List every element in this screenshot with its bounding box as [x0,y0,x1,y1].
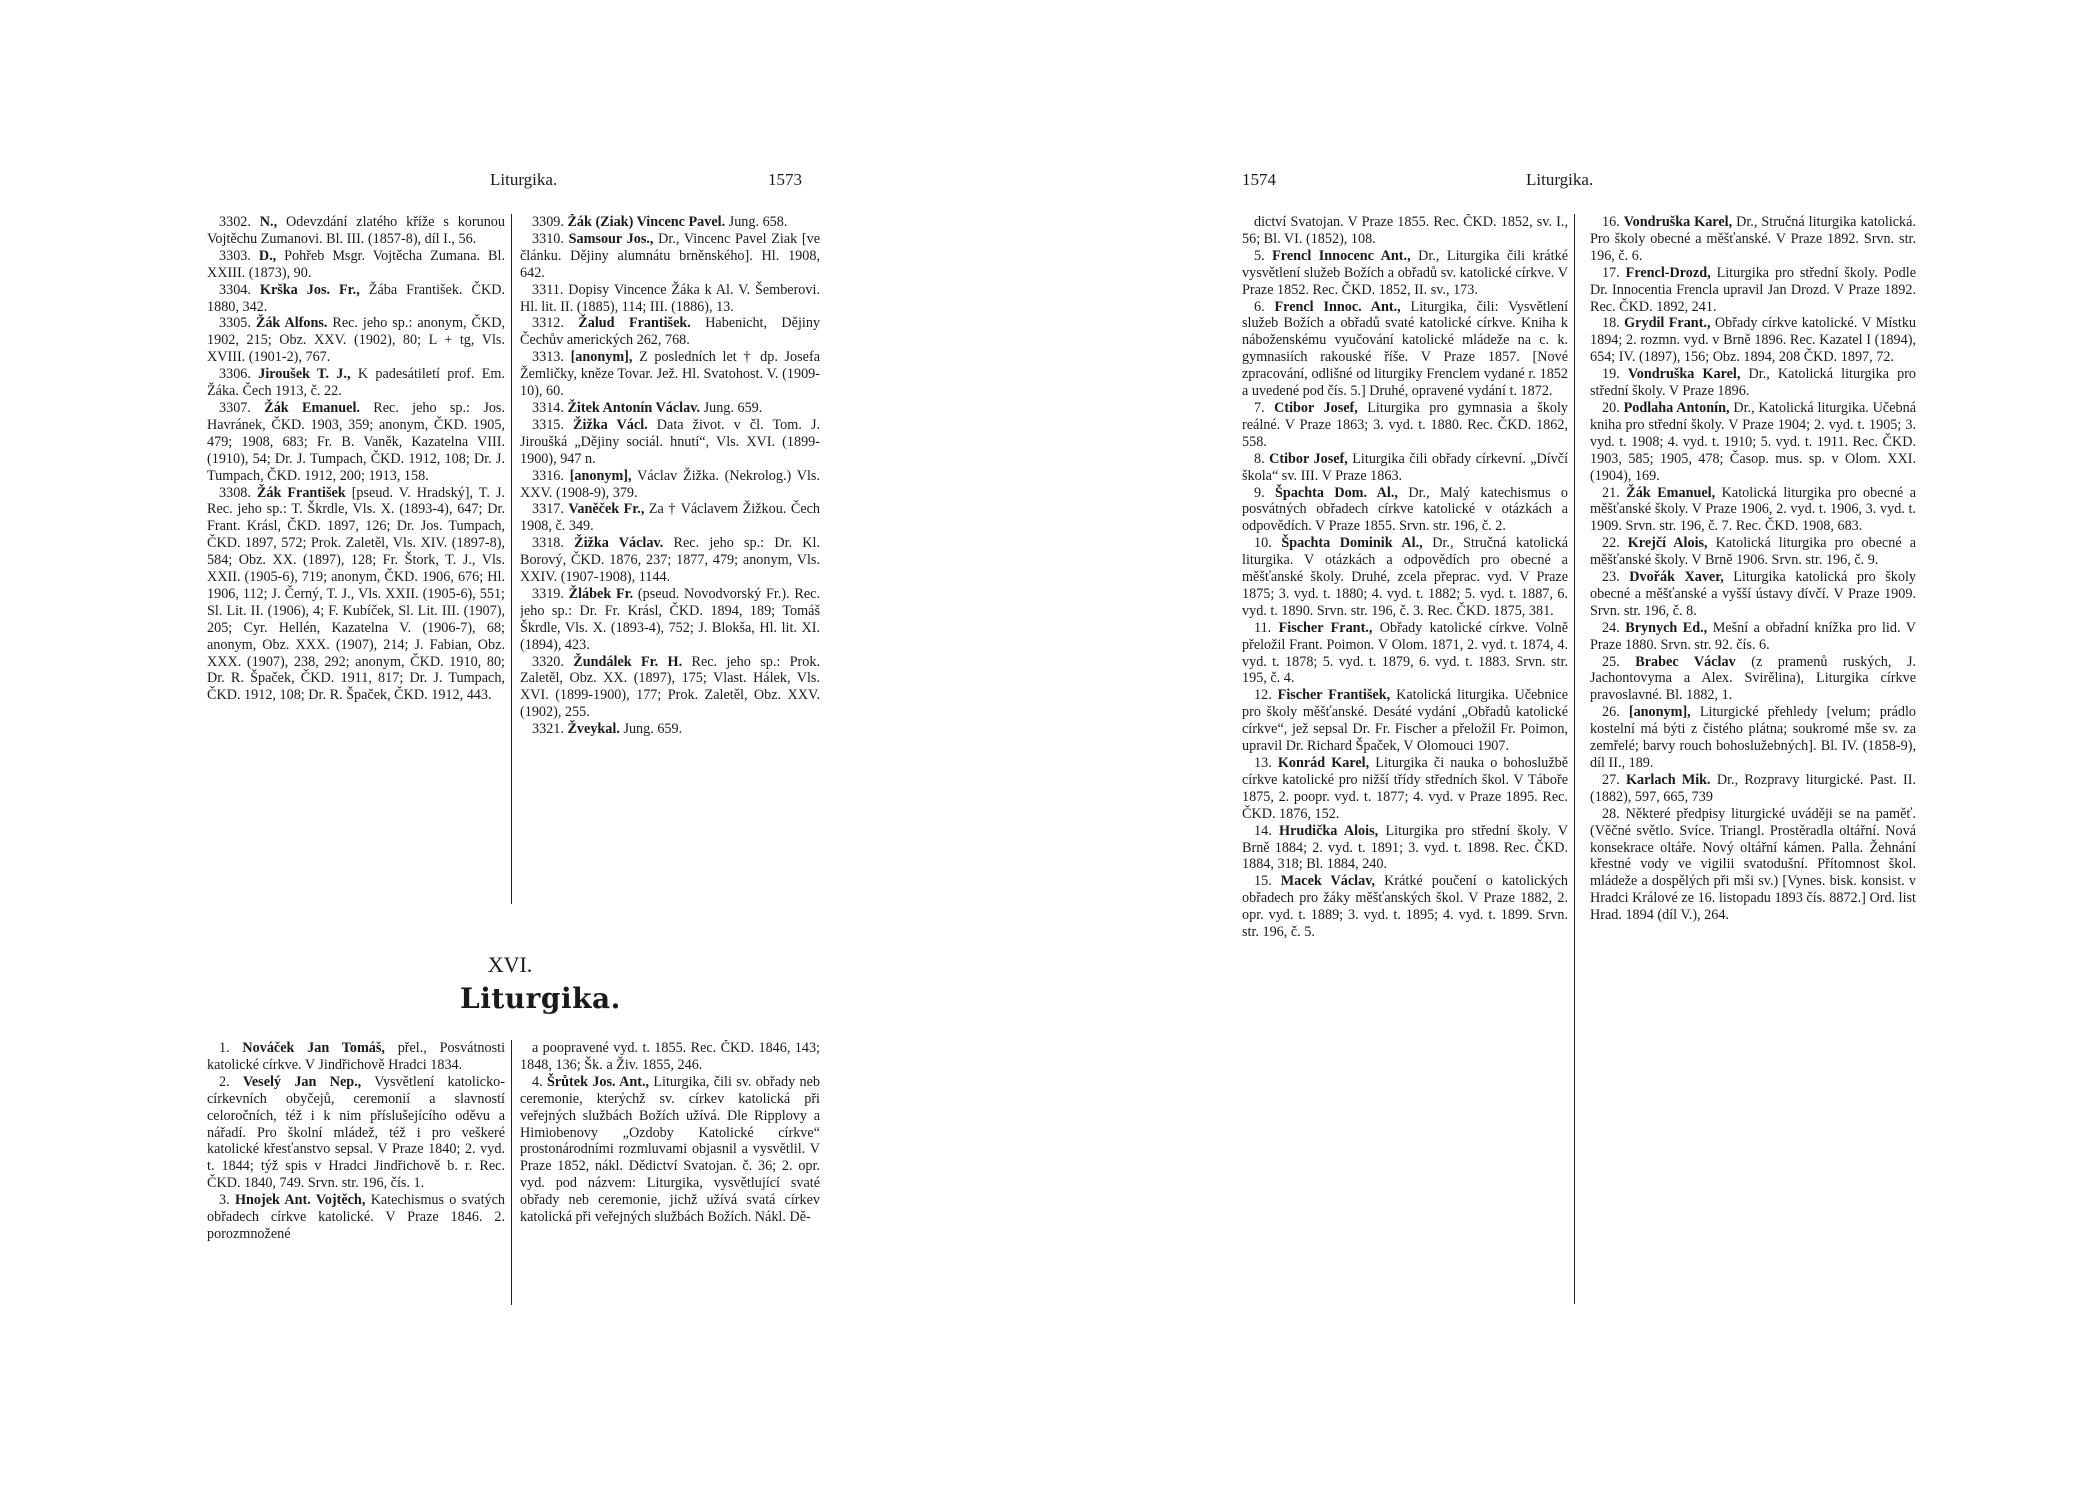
bibliography-entry [520,214,820,231]
entry-number: 9. [1254,484,1265,501]
entry-text: (pseud. Novodvorský Fr.). Rec. jeho sp.: Dr. Fr. Krásl, ČKD. 1894, 189; Tomáš Škrdle, Vls. X. (1893-4), 752; J. Blokša, Hl. lit. XI. (1894), 423. [520,585,820,653]
entry-author: Ctibor Josef, [1269,450,1348,467]
entry-author: Krejčí Alois, [1627,535,1708,552]
entry-author: Žák Emanuel, [1626,484,1716,501]
entry-text: dictví Svatojan. V Praze 1855. Rec. ČKD. 1852, sv. I., 56; Bl. VI. (1852), 108. [1242,214,1568,247]
entry-author: Samsour Jos., [568,230,654,247]
bibliography-entry [520,468,820,502]
entry-author: Dvořák Xaver, [1629,569,1724,586]
bibliography-entry [207,214,505,248]
entry-number: 7. [1254,399,1265,416]
bibliography-entry [520,282,820,316]
entry-number: 24. [1602,619,1620,636]
running-title: Liturgika. [1526,170,1594,189]
entry-number: 3303. [219,247,251,264]
entry-number: 8. [1254,450,1265,467]
bibliography-entry [520,231,820,282]
entry-number: 3310. [532,230,564,247]
entry-number: 3307. [219,399,251,416]
bibliography-entry [1590,485,1916,536]
entry-text: Katolická liturgika pro obecné a měšťanské školy. V Brně 1906. Srvn. str. 196, č. 9. [1590,535,1916,569]
page-number: 1573 [768,170,802,189]
bibliography-entry [1242,485,1568,536]
bibliography-entry [520,586,820,654]
entry-number: 6. [1254,298,1265,315]
column-1 [1242,214,1575,1304]
bibliography-entry [1242,687,1568,755]
section-title: Liturgika. [460,982,621,1015]
bibliography-entry [1590,806,1916,924]
entry-number: 3314. [532,399,564,416]
entry-number: 3319. [532,585,564,602]
bibliography-entry [207,1074,505,1192]
entry-author: Frencl-Drozd, [1625,264,1711,281]
entry-number: 3306. [219,366,251,383]
entry-author: Karlach Mik. [1625,771,1711,788]
bibliography-entry [520,349,820,400]
entry-text: Liturgika čili obřady církevní. „Dívčí škola“ sv. III. V Praze 1863. [1242,450,1569,484]
bibliography-entry [520,315,820,349]
entry-author: Žák Alfons. [255,315,328,332]
entry-number: 26. [1602,704,1620,721]
entry-text: Z posledních let † dp. Josefa Žemličky, kněze Tovar. Jež. Hl. Svatohost. V. (1909-10), 60. [520,349,820,400]
entry-author: Konrád Karel, [1277,755,1370,771]
entry-author: [anonym], [569,467,632,484]
entry-author: Žundálek Fr. H. [573,653,683,670]
entry-text: Liturgika pro střední školy. Podle Dr. Innocentia Frencla upravil Jan Drozd. V Praze 1892. Rec. ČKD. 1892, 241. [1590,264,1916,315]
bibliography-entry [520,535,820,586]
entry-text: Jung. 658. [728,214,788,230]
entry-text: Obřady církve katolické. V Místku 1894; 2. rozmn. vyd. v Brně 1896. Rec. Kazatel I (1894), 654; IV. (1897), 156; Obz. 1894, 208 ČKD. 1897, 72. [1590,315,1916,366]
bibliography-entry [1590,265,1916,316]
bibliography-entry [1590,535,1916,569]
entry-author: Vondruška Karel, [1623,214,1733,230]
bibliography-entry [1242,451,1568,485]
entry-author: Nováček Jan Tomáš, [242,1040,385,1056]
entry-text: Katolická liturgika pro obecné a měšťanské školy. V Praze 1906, 2. vyd. t. 1906, 3. vyd. t. 1909. Srvn. str. 196, č. 7. Rec. ČKD. 1908, 683. [1590,484,1916,535]
bibliography-entry [1590,214,1916,265]
entry-author: Frencl Innoc. Ant., [1274,298,1401,315]
page-number: 1574 [1242,170,1276,189]
entry-author: Brabec Václav [1635,653,1736,670]
entry-author: Brynych Ed., [1625,619,1708,636]
entry-author: [anonym], [570,349,633,366]
entry-text: Mešní a obřadní knížka pro lid. V Praze 1880. Srvn. str. 92. čís. 6. [1590,619,1916,653]
entry-number: 18. [1602,315,1620,332]
entry-text: Odevzdání zlatého kříže s korunou Vojtěchu Zumanovi. Bl. III. (1857-8), díl I., 56. [207,214,505,247]
entry-text: Pohřeb Msgr. Vojtěcha Zumana. Bl. XXIII. (1873), 90. [207,247,505,281]
running-head-right [1042,170,2084,192]
bibliography-entry [1242,535,1568,620]
entry-author: Krška Jos. Fr., [259,281,360,298]
bibliography-entry [1590,366,1916,400]
entry-text: Dr., Rozpravy liturgické. Past. II. (1882), 597, 665, 739 [1590,771,1916,805]
entry-text: Liturgika, čili: Vysvětlení služeb Božích a obřadů svaté katolické církve. Kniha k náboženskému vyučování katolické mládeže na c. k. gymnasiích rakouské říše. V Praze 1857. [Nové zpracování, odlišné od liturgiky Frenclem vydané r. 1852 a uvedené pod čís. 5.] Druhé, opravené vydání t. 1872. [1242,298,1569,400]
entry-author: Žák Emanuel. [264,399,360,416]
bibliography-entry [520,1040,820,1074]
bibliography-entry [1242,873,1568,941]
entry-text: Rec. jeho sp.: Dr. Kl. Borový, ČKD. 1876, 237; 1877, 479; anonym, Vls. XXIV. (1907-1908), 1144. [520,535,820,586]
entry-number: 3309. [532,214,564,230]
entry-number: 3302. [219,214,251,230]
bibliography-entry [520,501,820,535]
bibliography-entry [520,654,820,722]
entry-text: Za † Václavem Žižkou. Čech 1908, č. 349. [520,501,820,535]
bibliography-entry [207,248,505,282]
entry-author: Podlaha Antonín, [1623,399,1730,416]
bibliography-entry [1242,400,1568,451]
entry-text: Dr., Stručná katolická liturgika. V otázkách a odpovědích pro obecné a měšťanské školy. Druhé, zcela přeprac. vyd. V Praze 1875; 3. vyd. t. 1880; 4. vyd. t. 1882; 5. vyd. t. 1887, 6. vyd. t. 1890. Srvn. str. 196, č. 3. Rec. ČKD. 1875, 381. [1242,535,1569,619]
entry-author: [anonym], [1628,704,1691,721]
bibliography-entry [207,485,505,705]
entry-author: Žitek Antonín Václav. [567,399,701,416]
entry-author: Žveykal. [567,721,620,738]
column-2 [1590,214,1916,1304]
right-page [1042,0,2084,1500]
entry-text: Liturgické přehledy [velum; prádlo kostelní má býti z čistého plátna; soukromé mše sv. za zemřelé; barvy rouch bohoslužebných]. Bl. IV. (1858-9), díl II., 189. [1590,704,1916,771]
entry-text: Dopisy Vincence Žáka k Al. V. Šemberovi. Hl. lit. II. (1885), 114; III. (1886), 13. [520,281,820,315]
entry-number: 1. [219,1040,230,1056]
bibliography-entry [520,400,820,417]
entry-author: Hrudička Alois, [1279,822,1379,839]
bibliography-entry [1590,569,1916,620]
entry-number: 21. [1602,484,1620,501]
entry-number: 3321. [532,721,564,738]
entry-text: Liturgika katolická pro školy obecné a měšťanské a vyšší ústavy dívčí. V Praze 1909. Srvn. str. 196, č. 8. [1590,569,1916,619]
entry-author: Špachta Dominik Al., [1281,535,1423,552]
entry-text: Dr., Liturgika čili krátké vysvětlení služeb Božích a obřadů sv. katolické církve. V Praze 1852. Rec. ČKD. 1852, II. sv., 173. [1242,247,1569,298]
entry-number: 15. [1254,873,1272,890]
entry-number: 17. [1602,264,1620,281]
entry-author: Hnojek Ant. Vojtěch, [234,1192,366,1209]
entry-number: 5. [1254,247,1265,264]
entry-text: Vysvětlení katolicko-církevních obyčejů, ceremonií a slavností celoročních, též i k nim příslušejícího oděvu a nářadí. Pro školní mládež, též i pro veškeré katolické křesťanstvo sepsal. V Praze 1840; 2. vyd. t. 1844; týž spis v Hradci Jindřichově b. r. Rec. ČKD. 1840, 749. Srvn. str. 196, čís. 1. [207,1073,505,1192]
bibliography-entry [207,400,505,485]
entry-number: 3315. [532,416,564,433]
bibliography-entry [520,1074,820,1226]
entry-text: Krátké poučení o katolických obřadech pro žáky měšťanských škol. V Praze 1882, 2. opr. vyd. t. 1889; 3. vyd. t. 1895; 4. vyd. t. 1899. Srvn. str. 196, č. 5. [1242,873,1569,941]
entry-number: 20. [1602,399,1620,416]
entry-number: 3313. [532,349,564,366]
entry-author: Veselý Jan Nep., [242,1073,362,1090]
entry-text: Habenicht, Dějiny Čechův amerických 262, 768. [520,315,820,349]
bibliography-entry [1590,315,1916,366]
entry-number: 14. [1254,822,1272,839]
entry-author: Žlábek Fr. [568,585,634,602]
entry-author: Šrůtek Jos. Ant., [546,1073,650,1090]
entry-number: 16. [1602,214,1620,230]
entry-text: Dr., Malý katechismus o posvátných obřadech církve katolické v otázkách a odpovědích. V Praze 1855. Srvn. str. 196, č. 2. [1242,484,1568,535]
entry-number: 3312. [532,315,564,332]
entry-author: Grydil Frant., [1624,315,1711,332]
entry-author: Žižka Václ. [573,416,648,433]
entry-text: Obřady katolické církve. Volně přeložil Frant. Poimon. V Olom. 1871, 2. vyd. t. 1874, 4. vyd. t. 1878; 5. vyd. t. 1879, 6. vyd. t. 1883. Srvn. str. 195, č. 4. [1242,619,1569,687]
bibliography-entry [207,315,505,366]
entry-number: 3317. [532,501,564,518]
bibliography-entry [1590,772,1916,806]
entry-author: Žižka Václav. [574,535,664,552]
entry-number: 13. [1254,755,1272,771]
entry-number: 2. [219,1073,230,1090]
entry-text: (z pramenů ruských, J. Jachontovyma a Alex. Svirělina), Liturgika církve pravoslavné. Bl. 1882, 1. [1590,653,1916,704]
entry-text: Dr., Stručná liturgika katolická. Pro školy obecné a měšťanské. V Praze 1892. Srvn. str. 196, č. 6. [1590,214,1916,264]
entry-number: 19. [1602,366,1620,383]
entry-number: 4. [532,1073,543,1090]
entry-author: Jiroušek T. J., [258,366,351,383]
entry-text: Dr., Katolická liturgika pro střední školy. V Praze 1896. [1590,366,1916,400]
entry-number: 3304. [219,281,251,298]
entry-author: Žák (Ziak) Vincenc Pavel. [567,214,726,230]
lower-column-1 [207,1040,512,1305]
bibliography-entry [1590,400,1916,485]
entry-text: Katechismus o svatých obřadech církve katolické. V Praze 1846. 2. porozmnožené [207,1192,506,1242]
entry-author: D., [258,247,277,264]
bibliography-entry [207,1192,505,1243]
entry-text: Některé předpisy liturgické uváději se na paměť. (Věčné světlo. Svíce. Triangl. Prostěradla oltářní. Nová konsekrace oltáře. Nový oltářní kámen. Palla. Žehnání křestné vody ve vigilii svatodušní. Přítomnost škol. mládeže a dospělých při mši sv.) [Vynes. bisk. konsist. v Hradci Králové ze 16. listopadu 1893 čís. 8872.] Ord. list Hrad. 1894 (díl V.), 264. [1590,805,1916,924]
running-head-left [0,170,1042,192]
entry-author: Vaněček Fr., [568,501,645,518]
entry-number: 3305. [219,315,251,332]
entry-text: K padesátiletí prof. Em. Žáka. Čech 1913, č. 22. [207,366,506,400]
entry-text: Katolická liturgika. Učebnice pro školy měšťanské. Desáté vydání „Obřadů katolické církve“, jež sepsal Dr. Fr. Fischer a přeložil Fr. Poimon, upravil Dr. Richard Špaček, V Olomouci 1907. [1242,687,1569,755]
bibliography-entry [1242,248,1568,299]
entry-text: Liturgika pro gymnasia a školy reálné. V Praze 1863; 3. vyd. t. 1880. Rec. ČKD. 1862, 558. [1242,399,1568,450]
bibliography-entry [1242,620,1568,688]
section-number: XVI. [487,952,533,977]
entry-text: Dr., Katolická liturgika. Učebná kniha pro střední školy. V Praze 1904; 2. vyd. t. 1905; 3. vyd. t. 1908; 4. vyd. t. 1910; 5. vyd. t. 1911. Rec. ČKD. 1903, 585; 1905, 478; Časop. mus. sp. v Olom. XXI. (1904), 169. [1590,399,1916,484]
lower-column-2 [520,1040,820,1305]
entry-author: Ctibor Josef, [1274,399,1358,416]
entry-text: [pseud. V. Hradský], T. J. Rec. jeho sp.: T. Škrdle, Vls. X. (1893-4), 647; Dr. Frant. Krásl, ČKD. 1897, 126; Dr. Jos. Tumpach, ČKD. 1897, 572; Prok. Zaletěl, Vls. XIV. (1897-8), 584; Obz. XX. (1897), 128; Fr. Štork, T. J., Vls. XXII. (1905-6), 719; anonym, ČKD. 1906, 676; Hl. 1906, 112; J. Černý, T. J., Vls. XXII. (1905-6), 551; Sl. Lit. II. (1906), 4; F. Kubíček, Sl. Lit. III. (1907), 205; Cyr. Hellén, Kazatelna V. (1906-7), 68; anonym, Obz. XXX. (1907), 214; J. Fabian, Obz. XXX. (1907), 238, 292; anonym, ČKD. 1910, 80; Dr. R. Špaček, ČKD. 1911, 817; Dr. J. Tumpach, ČKD. 1912, 108; Dr. R. Špaček, ČKD. 1912, 443. [207,484,506,704]
upper-column-2 [520,214,820,904]
entry-text: Jung. 659. [623,721,683,738]
bibliography-entry [520,417,820,468]
entry-number: 10. [1254,535,1272,552]
entry-author: Vondruška Karel, [1627,366,1741,383]
bibliography-entry [1242,755,1568,823]
entry-author: Macek Václav, [1280,873,1376,890]
bibliography-entry [207,366,505,400]
bibliography-entry [207,1040,505,1074]
entry-number: 3316. [532,467,564,484]
bibliography-entry [1590,654,1916,705]
entry-number: 12. [1254,687,1272,704]
entry-text: Liturgika či nauka o bohoslužbě církve katolické pro nižší třídy středních škol. V Táboře 1875, 2. poopr. vyd. t. 1877; 4. vyd. v Praze 1895. Rec. ČKD. 1876, 152. [1242,755,1569,822]
entry-number: 3308. [219,484,251,501]
entry-author: Frencl Innocenc Ant., [1272,247,1411,264]
running-title: Liturgika. [490,170,558,189]
entry-text: Žába František. ČKD. 1880, 342. [207,281,505,315]
entry-text: Rec. jeho sp.: Prok. Zaletěl, Obz. XX. (1897), 175; Vlast. Hálek, Vls. XVI. (1899-1900), 177; Prok. Zaletěl, Obz. XXV. (1902), 255. [520,653,820,721]
entry-author: Špachta Dom. Al., [1275,484,1398,501]
upper-column-1 [207,214,512,904]
bibliography-entry [520,721,820,738]
entry-number: 3318. [532,535,564,552]
bibliography-entry [1242,214,1568,248]
entry-author: Žák František [256,484,346,501]
entry-number: 22. [1602,535,1620,552]
entry-author: N., [259,214,278,230]
entry-text: Dr., Vincenc Pavel Ziak [ve článku. Dějiny alumnátu brněnského]. Hl. 1908, 642. [520,230,820,281]
entry-number: 28. [1602,805,1620,822]
entry-text: přel., Posvátnosti katolické církve. V Jindřichově Hradci 1834. [207,1040,506,1073]
entry-number: 11. [1254,619,1272,636]
entry-text: Liturgika, čili sv. obřady neb ceremonie, kterýchž sv. církev katolická při veřejných službách Božích užívá. Dle Ripplovy a Himiobenovy „Ozdoby Katolické církve“ prostonárodními rozmluvami objasnil a vysvětlil. V Praze 1852, nákl. Dědictví Svatojan. č. 36; 2. opr. vyd. pod názvem: Liturgika, vysvětlující svaté obřady neb ceremonie, jichž užívá svatá církev katolická při veřejných službách Božích. Nákl. Dě- [520,1073,820,1226]
entry-text: Rec. jeho sp.: Jos. Havránek, ČKD. 1903, 359; anonym, ČKD. 1905, 479; 1908, 683; Fr. B. Vaněk, Kazatelna VIII. (1910), 54; Dr. J. Tumpach, ČKD. 1912, 108; Dr. J. Tumpach, ČKD. 1912, 200; 1913, 158. [207,399,505,484]
entry-number: 3320. [532,653,564,670]
entry-text: Data život. v čl. Tom. J. Jiroušká „Dějiny sociál. hnutí“, Vls. XVI. (1899-1900), 947 n. [520,416,820,467]
entry-author: Fischer Frant., [1278,619,1373,636]
entry-author: Fischer František, [1277,687,1391,704]
entry-number: 3. [219,1192,230,1209]
entry-author: Žalud František. [578,315,691,332]
bibliography-entry [1590,620,1916,654]
entry-number: 3311. [532,281,564,298]
entry-text: Liturgika pro střední školy. V Brně 1884; 2. vyd. t. 1891; 3. vyd. t. 1898. Rec. ČKD. 1884, 318; Bl. 1884, 240. [1242,822,1569,873]
entry-number: 25. [1602,653,1620,670]
entry-text: a poopravené vyd. t. 1855. Rec. ČKD. 1846, 143; 1848, 136; Šk. a Živ. 1855, 246. [520,1040,820,1073]
bibliography-entry [1242,299,1568,400]
bibliography-entry [1242,823,1568,874]
entry-text: Václav Žižka. (Nekrolog.) Vls. XXV. (1908-9), 379. [520,467,820,501]
bibliography-entry [1590,704,1916,772]
entry-number: 23. [1602,569,1620,586]
entry-text: Rec. jeho sp.: anonym, ČKD, 1902, 215; Obz. XXV. (1902), 80; L + tg, Vls. XVIII. (1901-2), 767. [207,315,506,366]
entry-text: Jung. 659. [703,399,763,416]
entry-number: 27. [1602,771,1620,788]
bibliography-entry [207,282,505,316]
